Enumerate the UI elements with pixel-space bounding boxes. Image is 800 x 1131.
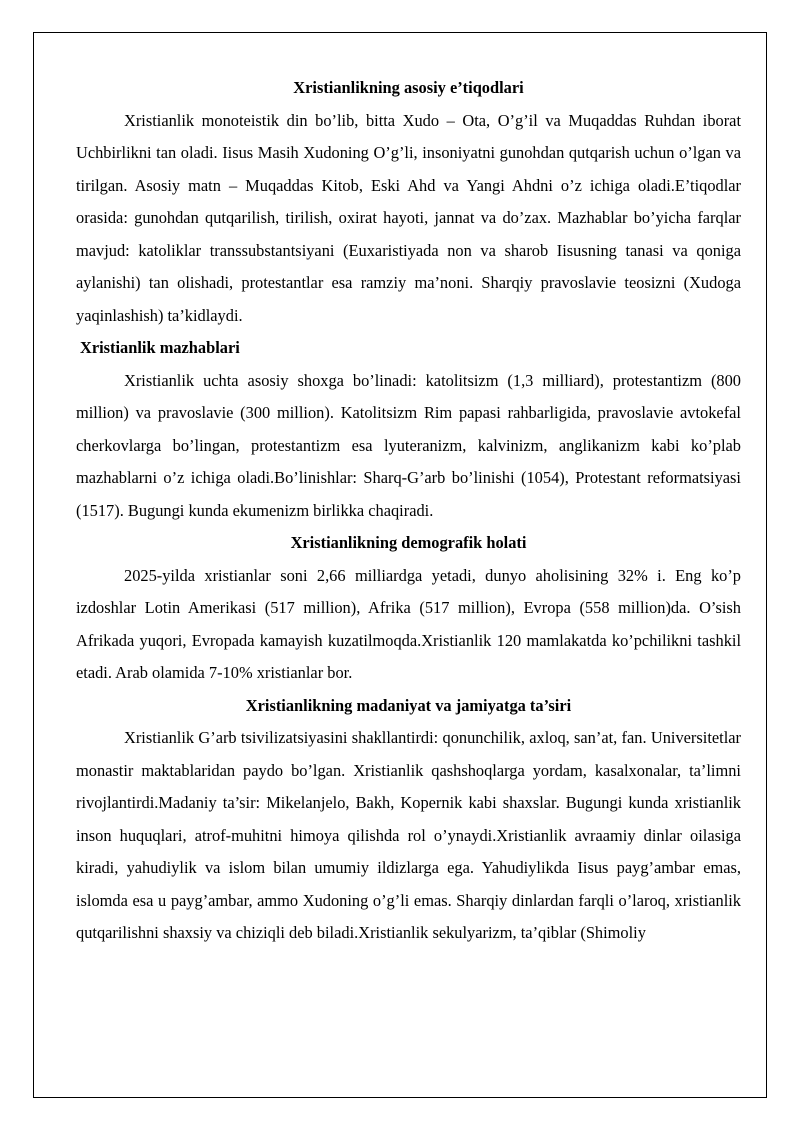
section-heading-denominations: Xristianlik mazhablari bbox=[80, 338, 240, 357]
document-body bbox=[76, 72, 741, 950]
section-paragraph-beliefs: Xristianlik monoteistik din bo’lib, bitta Xudo – Ota, O’g’il va Muqaddas Ruhdan iborat Uchbirlikni tan oladi. Iisus Masih Xudoning O’g’li, insoniyatni gunohdan qutqarish uchun o’lgan va tirilgan. Asosiy matn – Muqaddas Kitob, Eski Ahd va Yangi Ahdni o’z ichiga oladi.E’tiqodlar orasida: gunohdan qutqarilish, tirilish, oxirat hayoti, jannat va do’zax. Mazhablar bo’yicha farqlar mavjud: katoliklar transsubstantsiyani (Euxaristiyada non va sharob Iisusning tanasi va qoniga aylanishi) tan olishadi, protestantlar esa ramziy ma’noni. Sharqiy pravoslavie teosizni (Xudoga yaqinlashish) ta’kidlaydi. bbox=[76, 110, 741, 325]
section-heading-culture: Xristianlikning madaniyat va jamiyatga ta’siri bbox=[245, 695, 572, 715]
section-paragraph-demographics: 2025-yilda xristianlar soni 2,66 milliardga yetadi, dunyo aholisining 32% i. Eng ko’p izdoshlar Lotin Amerikasi (517 million), Afrika (517 million), Evropa (558 million)da. O’sish Afrikada yuqori, Evropada kamayish kuzatilmoqda.Xristianlik 120 mamlakatda ko’pchilikni tashkil etadi. Arab olamida 7-10% xristianlar bor. bbox=[76, 565, 741, 682]
section-heading-demographics: Xristianlikning demografik holati bbox=[290, 533, 527, 552]
section-heading-beliefs: Xristianlikning asosiy e’tiqodlari bbox=[293, 78, 524, 97]
section-paragraph-denominations: Xristianlik uchta asosiy shoxga bo’linadi: katolitsizm (1,3 milliard), protestantizm (800 million) va pravoslavie (300 million). Katolitsizm Rim papasi rahbarligida, pravoslavie avtokefal cherkovlarga bo’lingan, protestantizm esa lyuteranizm, kalvinizm, anglikanizm kabi ko’plab mazhablarni o’z ichiga oladi.Bo’linishlar: Sharq-G’arb bo’linishi (1054), Protestant reformatsiyasi (1517). Bugungi kunda ekumenizm birlikka chaqiradi. bbox=[76, 370, 741, 520]
section-paragraph-culture: Xristianlik G’arb tsivilizatsiyasini shakllantirdi: qonunchilik, axloq, san’at, fan. Universitetlar monastir maktablaridan paydo bo’lgan. Xristianlik qashshoqlarga yordam, kasalxonalar, ta’limni rivojlantirdi.Madaniy ta’sir: Mikelanjelo, Bakh, Kopernik kabi shaxslar. Bugungi kunda xristianlik inson huquqlari, atrof-muhitni himoya qilishda rol o’ynaydi.Xristianlik avraamiy dinlar oilasiga kiradi, yahudiylik va islom bilan umumiy ildizlarga ega. Yahudiylikda Iisus payg’ambar emas, islomda esa u payg’ambar, ammo Xudoning o’g’li emas. Sharqiy dinlardan farqli o’laroq, xristianlik qutqarilishni shaxsiy va chiziqli deb biladi.Xristianlik sekulyarizm, ta’qiblar (Shimoliy bbox=[76, 728, 741, 942]
